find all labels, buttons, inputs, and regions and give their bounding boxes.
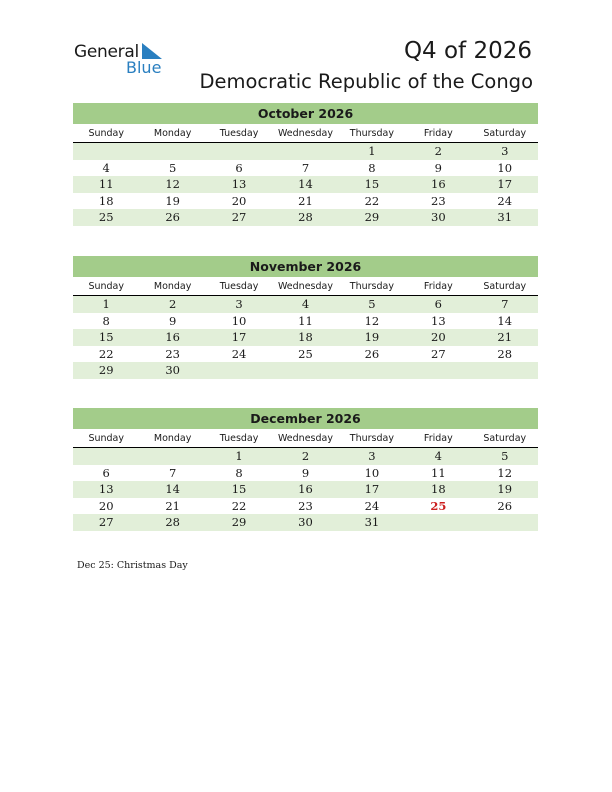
page-title: Q4 of 2026 <box>403 38 532 64</box>
day-cell: 14 <box>497 313 513 328</box>
day-cell: 23 <box>431 193 446 208</box>
day-cell: 4 <box>102 160 110 175</box>
week-row <box>73 313 538 330</box>
day-cell: 25 <box>298 346 313 361</box>
day-cell: 21 <box>298 193 313 208</box>
logo-blue-text: Blue <box>126 58 162 77</box>
day-cell: 26 <box>165 210 180 225</box>
day-cell: 22 <box>231 498 247 513</box>
day-cell: 6 <box>434 297 442 311</box>
day-cell: 11 <box>298 313 313 328</box>
day-cell: 27 <box>231 210 247 225</box>
day-cell: 20 <box>98 498 114 513</box>
day-cell <box>272 143 338 160</box>
weekday-label: Tuesday <box>219 433 259 444</box>
day-cell: 22 <box>364 193 380 208</box>
day-cell: 30 <box>431 210 446 225</box>
week-row <box>73 143 538 160</box>
day-cell: 2 <box>301 449 310 463</box>
day-cell: 20 <box>431 330 446 345</box>
week-row <box>73 160 538 177</box>
day-cell: 9 <box>168 313 177 328</box>
day-cell: 5 <box>501 449 509 463</box>
day-cell: 14 <box>165 482 180 497</box>
day-cell <box>73 143 139 160</box>
day-cell: 12 <box>364 313 380 328</box>
day-cell <box>405 362 471 379</box>
day-cell: 3 <box>501 144 509 158</box>
week-row <box>73 465 538 482</box>
day-cell: 7 <box>501 297 509 311</box>
weekday-header-row <box>73 125 538 143</box>
weekday-label: Wednesday <box>277 128 333 139</box>
weekday-label: Sunday <box>88 281 124 292</box>
day-cell: 31 <box>497 210 513 225</box>
day-cell: 28 <box>298 210 313 225</box>
weekday-label: Sunday <box>88 128 124 139</box>
day-cell: 28 <box>165 515 180 530</box>
day-cell: 2 <box>168 297 177 311</box>
day-cell: 18 <box>431 482 446 497</box>
day-cell: 15 <box>231 482 247 497</box>
day-cell: 6 <box>102 465 110 480</box>
day-cell: 2 <box>434 144 442 158</box>
weekday-label: Monday <box>153 281 192 292</box>
day-cell: 5 <box>368 297 376 311</box>
day-cell: 25 <box>98 210 114 225</box>
day-cell: 10 <box>231 313 247 328</box>
day-cell <box>472 362 538 379</box>
month-title: December 2026 <box>73 408 538 429</box>
weekday-label: Tuesday <box>219 128 259 139</box>
day-cell: 4 <box>434 449 442 463</box>
day-cell: 1 <box>368 144 376 158</box>
weekday-label: Saturday <box>483 128 527 139</box>
day-cell <box>206 143 272 160</box>
day-cell <box>472 514 538 531</box>
month-november <box>73 256 538 379</box>
day-cell: 13 <box>231 177 247 192</box>
weekday-header-row <box>73 278 538 296</box>
day-cell: 24 <box>497 193 513 208</box>
day-cell: 24 <box>231 346 247 361</box>
weekday-label: Wednesday <box>277 433 333 444</box>
day-cell: 10 <box>364 465 380 480</box>
day-cell <box>139 448 205 465</box>
weekday-label: Monday <box>153 128 192 139</box>
day-cell: 16 <box>298 482 313 497</box>
week-row <box>73 193 538 210</box>
day-cell: 8 <box>235 465 243 480</box>
day-cell: 17 <box>364 482 380 497</box>
day-cell: 3 <box>368 449 376 463</box>
month-december <box>73 408 538 531</box>
week-row <box>73 329 538 346</box>
weekday-label: Sunday <box>88 433 124 444</box>
day-cell: 29 <box>98 363 114 378</box>
weekday-label: Friday <box>423 433 453 444</box>
day-cell: 6 <box>235 160 243 175</box>
day-cell: 27 <box>98 515 114 530</box>
day-cell: 29 <box>231 515 247 530</box>
weekday-label: Tuesday <box>219 281 259 292</box>
week-row <box>73 514 538 531</box>
day-cell: 22 <box>98 346 114 361</box>
day-cell: 28 <box>497 346 513 361</box>
day-cell: 16 <box>431 177 446 192</box>
day-cell: 18 <box>98 193 114 208</box>
day-cell: 30 <box>298 515 313 530</box>
day-cell: 9 <box>434 160 442 175</box>
month-october <box>73 103 538 226</box>
day-cell: 20 <box>231 193 247 208</box>
day-cell: 8 <box>102 313 110 328</box>
day-cell: 19 <box>165 193 180 208</box>
week-row <box>73 448 538 465</box>
day-cell: 19 <box>497 482 513 497</box>
day-cell: 23 <box>165 346 180 361</box>
day-cell: 29 <box>364 210 380 225</box>
day-cell: 7 <box>301 160 310 175</box>
day-cell: 5 <box>168 160 177 175</box>
day-cell <box>405 514 471 531</box>
day-cell: 15 <box>98 330 114 345</box>
week-row <box>73 296 538 313</box>
day-cell: 23 <box>298 498 313 513</box>
weekday-label: Friday <box>423 281 453 292</box>
day-cell-holiday: 25 <box>430 498 447 513</box>
day-cell: 18 <box>298 330 313 345</box>
weekday-label: Monday <box>153 433 192 444</box>
day-cell: 8 <box>368 160 376 175</box>
month-title: October 2026 <box>73 103 538 124</box>
day-cell: 30 <box>165 363 180 378</box>
day-cell: 10 <box>497 160 513 175</box>
day-cell: 27 <box>431 346 446 361</box>
logo-general-text: General <box>74 42 139 62</box>
day-cell: 17 <box>497 177 513 192</box>
day-cell: 26 <box>364 346 380 361</box>
page-subtitle: Democratic Republic of the Congo <box>199 70 533 93</box>
holiday-note: Dec 25: Christmas Day <box>77 560 188 571</box>
day-cell: 12 <box>165 177 180 192</box>
week-row <box>73 362 538 379</box>
weekday-label: Friday <box>423 128 453 139</box>
week-row <box>73 176 538 193</box>
day-cell: 24 <box>364 498 380 513</box>
day-cell <box>272 362 338 379</box>
day-cell: 12 <box>497 465 513 480</box>
weekday-label: Saturday <box>483 433 527 444</box>
day-cell: 1 <box>235 449 243 463</box>
day-cell <box>73 448 139 465</box>
day-cell: 15 <box>364 177 380 192</box>
day-cell <box>206 362 272 379</box>
day-cell <box>339 362 405 379</box>
day-cell: 11 <box>431 465 446 480</box>
day-cell: 31 <box>364 515 380 530</box>
weekday-label: Saturday <box>483 281 527 292</box>
day-cell: 26 <box>497 498 513 513</box>
day-cell: 9 <box>301 465 310 480</box>
day-cell: 7 <box>168 465 177 480</box>
week-row <box>73 498 538 515</box>
logo <box>74 42 174 78</box>
weekday-label: Thursday <box>349 433 394 444</box>
weekday-header-row <box>73 430 538 448</box>
day-cell: 17 <box>231 330 247 345</box>
day-cell: 11 <box>98 177 114 192</box>
week-row <box>73 209 538 226</box>
day-cell: 1 <box>102 297 110 311</box>
day-cell: 13 <box>431 313 446 328</box>
day-cell: 4 <box>301 297 310 311</box>
day-cell: 13 <box>98 482 114 497</box>
week-row <box>73 346 538 363</box>
day-cell <box>139 143 205 160</box>
week-row <box>73 481 538 498</box>
weekday-label: Thursday <box>349 281 394 292</box>
day-cell: 3 <box>235 297 243 311</box>
day-cell: 21 <box>497 330 513 345</box>
weekday-label: Wednesday <box>277 281 333 292</box>
logo-flag-icon <box>142 43 162 59</box>
weekday-label: Thursday <box>349 128 394 139</box>
day-cell: 19 <box>364 330 380 345</box>
month-title: November 2026 <box>73 256 538 277</box>
day-cell: 21 <box>165 498 180 513</box>
day-cell: 14 <box>298 177 313 192</box>
day-cell: 16 <box>165 330 180 345</box>
